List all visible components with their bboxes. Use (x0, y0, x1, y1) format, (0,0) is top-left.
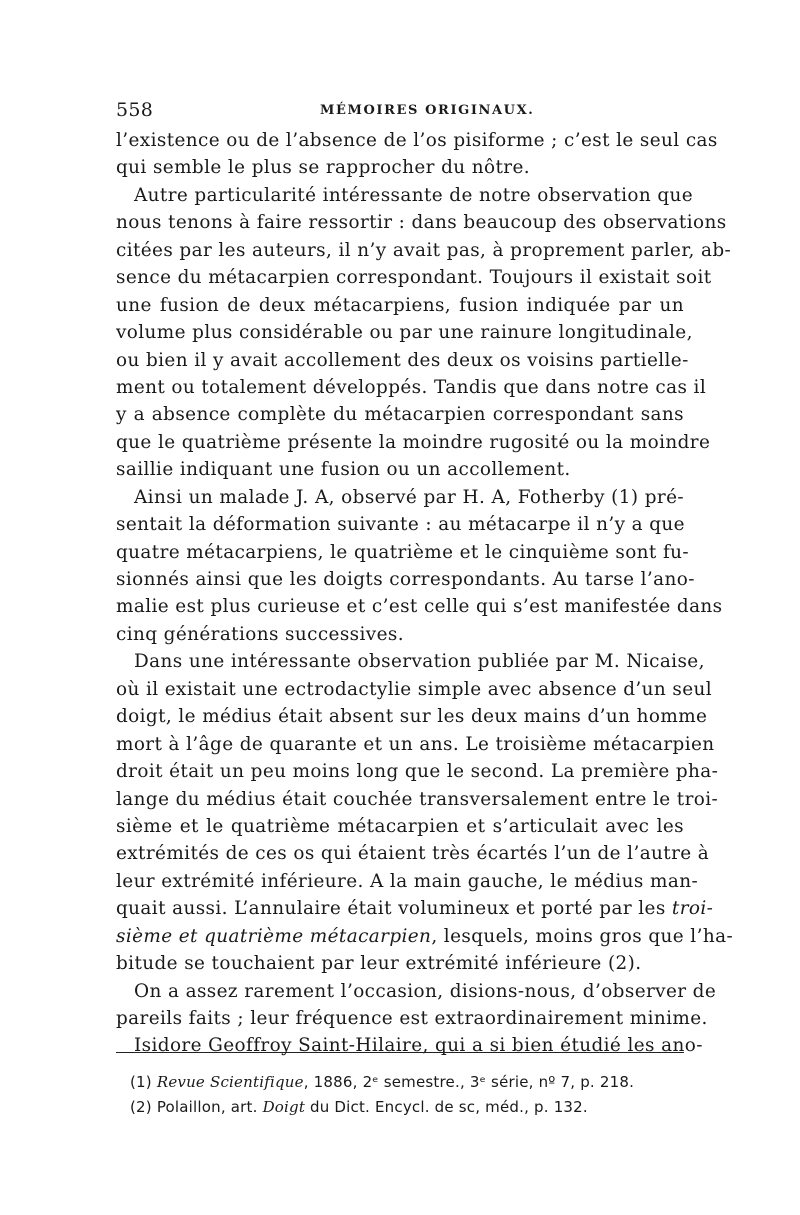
text-line: sième et le quatrième métacarpien et s’articulait avec les (116, 815, 684, 837)
text-line: volume plus considérable ou par une rainure longitudinale, (116, 322, 693, 344)
text-line: où il existait une ectrodactylie simple avec absence d’un seul (116, 678, 713, 700)
footnote-text: du Dict. Encycl. de sc, méd., p. 132. (305, 1098, 588, 1116)
text-line: doigt, le médius était absent sur les deux mains d’un homme (116, 706, 708, 728)
text-segment: quait aussi. L’annulaire était volumineux et porté par les (116, 898, 672, 920)
text-line: ment ou totalement développés. Tandis que dans notre cas il (116, 376, 707, 398)
body-text (116, 127, 734, 1060)
footnote-rule (116, 1052, 684, 1053)
text-segment: , lesquels, moins gros que l’ha- (431, 925, 734, 947)
text-line: leur extrémité inférieure. A la main gauche, le médius man- (116, 870, 699, 892)
text-line: bitude se touchaient par leur extrémité inférieure (2). (116, 953, 642, 975)
text-line: qui semble le plus se rapprocher du nôtre. (116, 157, 530, 179)
page-header (116, 99, 684, 123)
italic-text-segment: troi- (671, 898, 714, 920)
paragraph-start-line: Autre particularité intéressante de notre observation que (134, 184, 694, 206)
footnote-text: , 1886, 2ᵉ semestre., 3ᵉ série, nº 7, p. 218. (303, 1073, 635, 1091)
footnote-2 (130, 1095, 670, 1120)
text-line: cinq générations successives. (116, 623, 404, 645)
text-line (116, 923, 734, 950)
text-line: nous tenons à faire ressortir : dans beaucoup des observations (116, 212, 727, 234)
text-line: lange du médius était couchée transversalement entre le troi- (116, 788, 719, 810)
paragraph-start-line: Isidore Geoffroy Saint-Hilaire, qui a si bien étudié les ano- (134, 1035, 703, 1057)
footnote-text: (2) Polaillon, art. (130, 1098, 263, 1116)
footnote-journal-title: Revue Scientifique (156, 1073, 304, 1091)
footnote-1 (130, 1070, 670, 1095)
running-head: MÉMOIRES ORIGINAUX. (320, 103, 535, 118)
paragraph-start-line: Dans une intéressante observation publiée par M. Nicaise, (134, 651, 705, 673)
text-line (116, 895, 714, 922)
footnote-article-title: Doigt (262, 1098, 306, 1116)
footnote-mark: (1) (130, 1073, 157, 1091)
text-line: saillie indiquant une fusion ou un accollement. (116, 459, 571, 481)
text-line: que le quatrième présente la moindre rugosité ou la moindre (116, 431, 711, 453)
text-line: mort à l’âge de quarante et un ans. Le troisième métacarpien (116, 733, 715, 755)
italic-text-segment: sième et quatrième métacarpien (116, 925, 432, 947)
footnotes (130, 1070, 670, 1120)
text-line: citées par les auteurs, il n’y avait pas, à proprement parler, ab- (116, 239, 732, 261)
text-line: sence du métacarpien correspondant. Toujours il existait soit (116, 267, 712, 289)
text-line: pareils faits ; leur fréquence est extraordinairement minime. (116, 1008, 708, 1029)
text-line: y a absence complète du métacarpien correspondant sans (116, 404, 684, 426)
text-line: malie est plus curieuse et c’est celle qui s’est manifestée dans (116, 596, 723, 618)
paragraph-start-line: Ainsi un malade J. A, observé par H. A, Fotherby (1) pré- (134, 486, 684, 508)
text-line: ou bien il y avait accollement des deux os voisins partielle- (116, 349, 689, 371)
page-number: 558 (116, 99, 154, 121)
text-line: sionnés ainsi que les doigts correspondants. Au tarse l’ano- (116, 569, 695, 590)
text-line: l’existence ou de l’absence de l’os pisiforme ; c’est le seul cas (116, 130, 718, 151)
text-line: extrémités de ces os qui étaient très écartés l’un de l’autre à (116, 843, 710, 865)
paragraph-start-line: On a assez rarement l’occasion, disions-nous, d’observer de (134, 980, 717, 1002)
text-line: une fusion de deux métacarpiens, fusion indiquée par un (116, 294, 684, 316)
text-line: sentait la déformation suivante : au métacarpe il n’y a que (116, 514, 685, 536)
text-line: quatre métacarpiens, le quatrième et le cinquième sont fu- (116, 541, 690, 563)
text-line: droit était un peu moins long que le second. La première pha- (116, 761, 719, 783)
